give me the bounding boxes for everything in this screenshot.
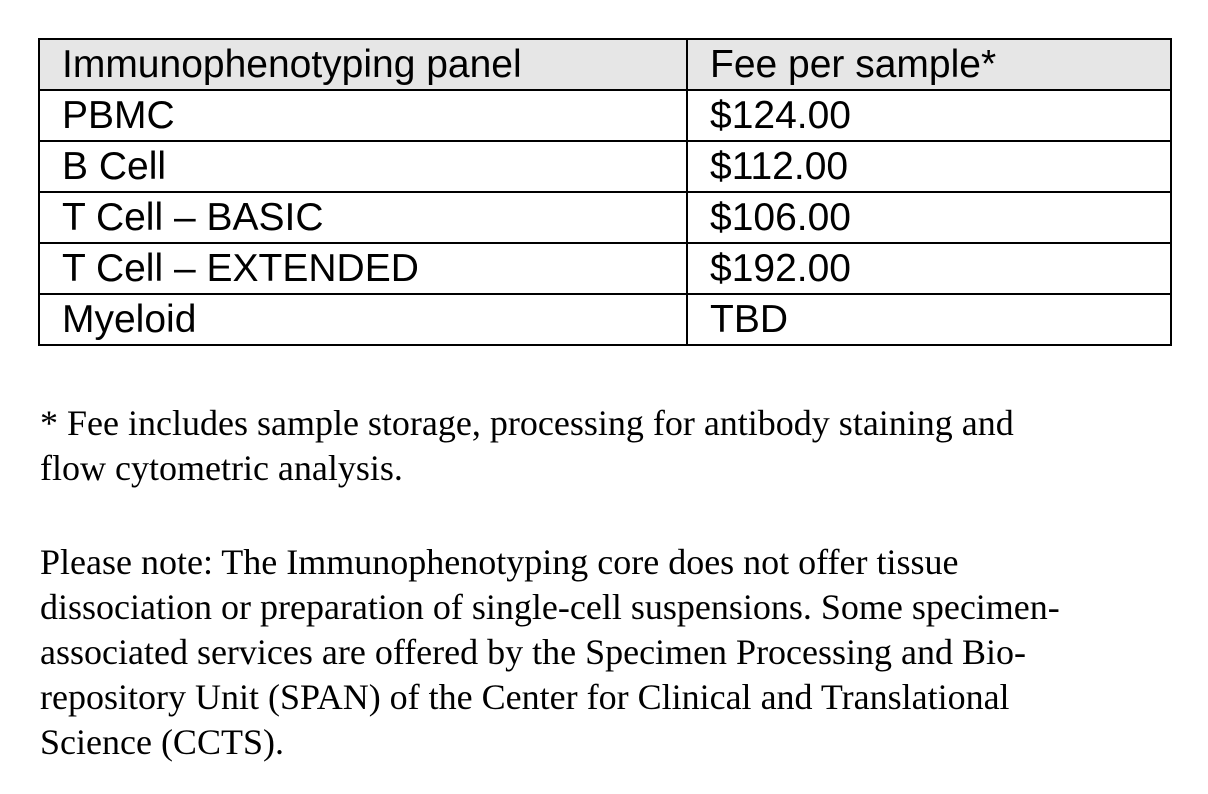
table-header-row xyxy=(39,39,1171,90)
service-note xyxy=(40,540,1060,765)
note-line: repository Unit (SPAN) of the Center for Clinical and Translational xyxy=(40,677,1010,717)
table-row xyxy=(39,243,1171,294)
table-row xyxy=(39,141,1171,192)
note-line: Science (CCTS). xyxy=(40,722,284,762)
fee-cell: $192.00 xyxy=(687,243,1171,294)
note-line: associated services are offered by the Specimen Processing and Bio- xyxy=(40,632,1027,672)
panel-cell: B Cell xyxy=(39,141,687,192)
table-row xyxy=(39,90,1171,141)
note-line: dissociation or preparation of single-cell suspensions. Some specimen- xyxy=(40,587,1060,627)
footnote-line: * Fee includes sample storage, processing for antibody staining and xyxy=(40,403,1014,443)
fee-footnote xyxy=(40,401,1014,491)
column-header-panel: Immunophenotyping panel xyxy=(39,39,687,90)
panel-cell: T Cell – EXTENDED xyxy=(39,243,687,294)
panel-cell: Myeloid xyxy=(39,294,687,345)
fee-cell: $124.00 xyxy=(687,90,1171,141)
table-row xyxy=(39,192,1171,243)
fee-cell: TBD xyxy=(687,294,1171,345)
note-line: Please note: The Immunophenotyping core does not offer tissue xyxy=(40,542,959,582)
fee-cell: $112.00 xyxy=(687,141,1171,192)
footnote-line: flow cytometric analysis. xyxy=(40,448,403,488)
column-header-fee: Fee per sample* xyxy=(687,39,1171,90)
fee-table xyxy=(38,38,1172,346)
table-row xyxy=(39,294,1171,345)
fee-cell: $106.00 xyxy=(687,192,1171,243)
panel-cell: T Cell – BASIC xyxy=(39,192,687,243)
panel-cell: PBMC xyxy=(39,90,687,141)
